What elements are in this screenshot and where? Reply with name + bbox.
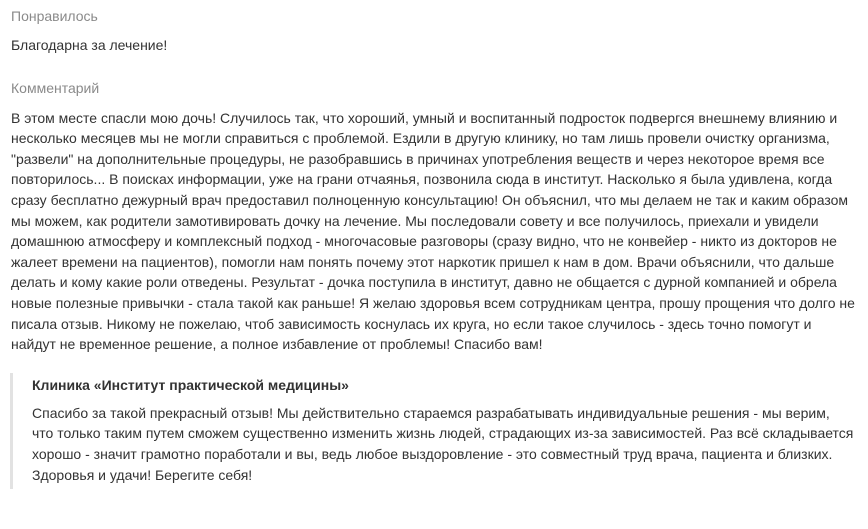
- clinic-reply: [10, 373, 854, 489]
- reply-author: Клиника «Институт практической медицины»: [32, 376, 349, 393]
- liked-text: Благодарна за лечение!: [11, 37, 168, 53]
- reply-text: Спасибо за такой прекрасный отзыв! Мы действительно стараемся разрабатывать индивидуальные решения - мы верим, что только таким путем сможем существенно изменить жизнь людей, страдающих из-за зависимостей. Раз всё складывается хорошо - значит грамотно поработали и вы, ведь любое выздоровление - это совместный труд врача, пациента и близких. Здоровья и удачи! Берегите себя!: [32, 404, 854, 483]
- liked-label: Понравилось: [11, 8, 98, 24]
- comment-label: Комментарий: [11, 79, 100, 96]
- review-card: [0, 6, 857, 489]
- comment-text: В этом месте спасли мою дочь! Случилось так, что хороший, умный и воспитанный подросток подвергся внешнему влиянию и несколько месяцев мы не могли справиться с проблемой. Ездили в другую клинику, но там лишь провели очистку организма, "развели" на дополнительные процедуры, не разобравшись в причинах употребления веществ и через некоторое время все повторилось... В поисках информации, уже на грани отчаянья, позвонила сюда в институт. Насколько я была удивлена, когда сразу бесплатно дежурный врач предоставил полноценную консультацию! Он объяснил, что мы делаем не так и каким образом мы можем, как родители замотивировать дочку на лечение. Мы последовали совету и все получилось, приехали и увидели домашнюю атмосферу и комплексный подход - многочасовые разговоры (сразу видно, что не конвейер - никто из докторов не жалеет времени на пациентов), помогли нам понять почему этот наркотик пришел к нам в дом. Врачи объяснили, что дальше делать и кому какие роли отведены. Результат - дочка поступила в институт, давно не общается с дурной компанией и обрела новые полезные привычки - стала такой как раньше! Я желаю здоровья всем сотрудникам центра, прошу прощения что долго не писала отзыв. Никому не пожелаю, чтоб зависимость коснулась их круга, но если такое случилось - здесь точно помогут и найдут не временное решение, а полное избавление от проблемы! Спасибо вам!: [11, 109, 855, 353]
